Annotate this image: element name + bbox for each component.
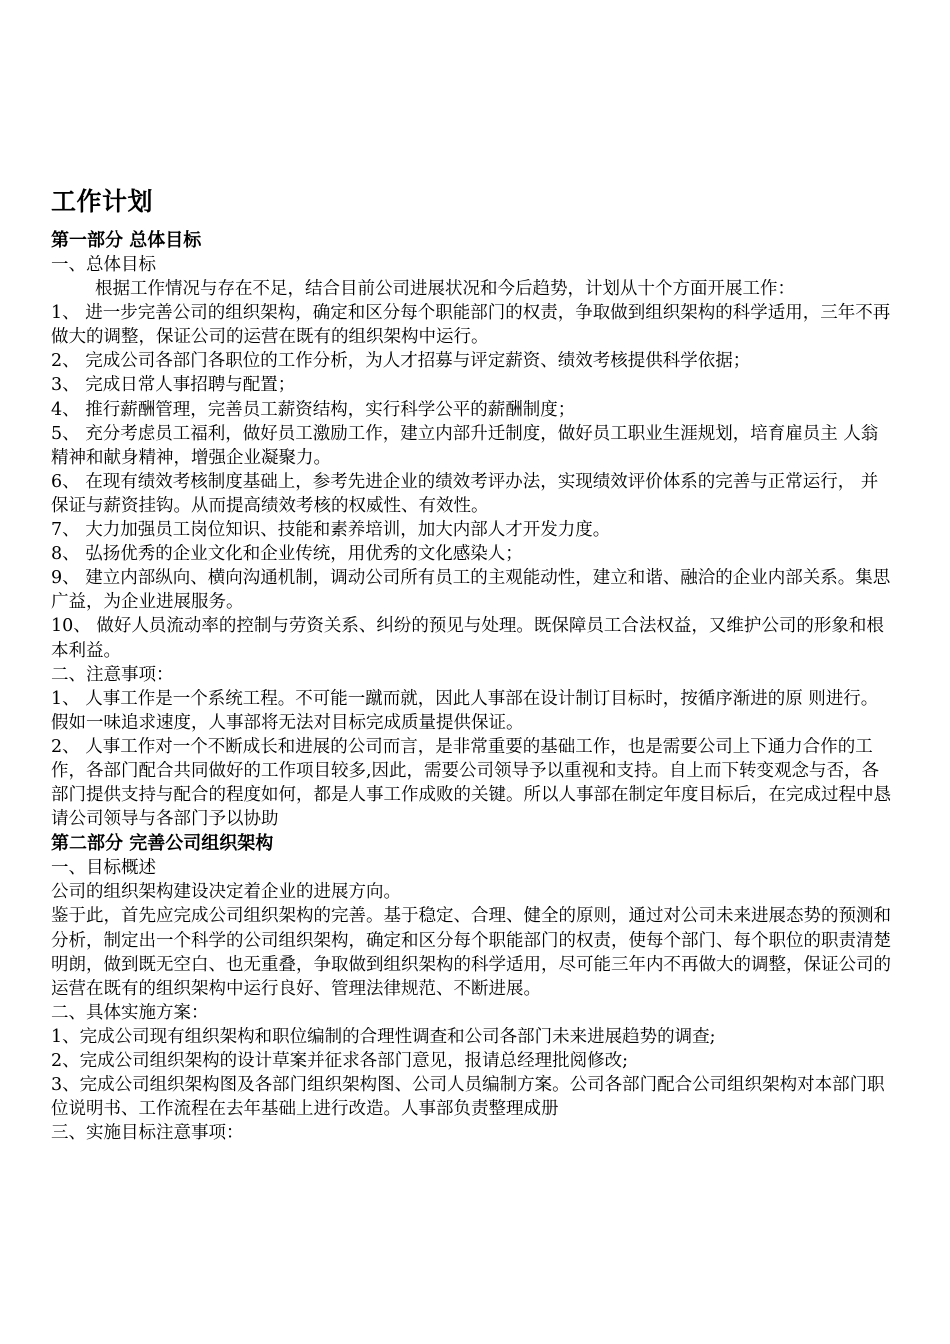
plan-item-3: 3、完成公司组织架构图及各部门组织架构图、公司人员编制方案。公司各部门配合公司组织架构对本部门职位说明书、工作流程在去年基础上进行改造。人事部负责整理成册 (51, 1075, 885, 1120)
part2-subheading-overview: 一、目标概述 (51, 858, 156, 879)
goal-item-3: 3、 完成日常人事招聘与配置； (51, 375, 296, 396)
part2-heading: 第二部分 完善公司组织架构 (51, 833, 274, 855)
goal-item-7: 7、 大力加强员工岗位知识、技能和素养培训，加大内部人才开发力度。 (51, 520, 611, 541)
part1-intro-paragraph: 根据工作情况与存在不足，结合目前公司进展状况和今后趋势，计划从十个方面开展工作： (95, 279, 795, 300)
note-item-2: 2、 人事工作对一个不断成长和进展的公司而言，是非常重要的基础工作，也是需要公司上下通力合作的工作，各部门配合共同做好的工作项目较多,因此，需要公司领导予以重视和支持。自上而下转变观念与否，各部门提供支持与配合的程度如何，都是人事工作成败的关键。所以人事部在制定年度目标后，在完成过程中恳请公司领导与各部门予以协助 (51, 736, 891, 830)
goal-item-9: 9、 建立内部纵向、横向沟通机制，调动公司所有员工的主观能动性，建立和谐、融洽的企业内部关系。集思广益，为企业进展服务。 (51, 568, 891, 613)
goal-item-1: 1、 进一步完善公司的组织架构，确定和区分每个职能部门的权责，争取做到组织架构的科学适用，三年不再做大的调整，保证公司的运营在既有的组织架构中运行。 (51, 303, 891, 348)
part1-heading: 第一部分 总体目标 (51, 230, 202, 251)
goal-item-5: 5、 充分考虑员工福利，做好员工激励工作，建立内部升迁制度，做好员工职业生涯规划，培育雇员主 人翁精神和献身精神，增强企业凝聚力。 (51, 423, 879, 468)
part2-paragraph-1: 公司的组织架构建设决定着企业的进展方向。 (51, 882, 401, 903)
plan-item-2: 2、完成公司组织架构的设计草案并征求各部门意见，报请总经理批阅修改; (51, 1051, 629, 1071)
part1-subheading-goals: 一、总体目标 (51, 255, 156, 275)
part2-subheading-notes: 三、实施目标注意事项： (51, 1123, 244, 1144)
goal-item-10: 10、 做好人员流动率的控制与劳资关系、纠纷的预见与处理。既保障员工合法权益，又维护公司的形象和根本利益。 (51, 616, 884, 661)
part1-subheading-notes: 二、注意事项： (51, 664, 174, 685)
goal-item-4: 4、 推行薪酬管理，完善员工薪资结构，实行科学公平的薪酬制度； (51, 399, 576, 420)
document-page (51, 183, 893, 1145)
note-item-1: 1、 人事工作是一个系统工程。不可能一蹴而就，因此人事部在设计制订目标时，按循序渐进的原 则进行。假如一味追求速度，人事部将无法对目标完成质量提供保证。 (51, 688, 879, 733)
part2-paragraph-2: 鉴于此，首先应完成公司组织架构的完善。基于稳定、合理、健全的原则，通过对公司未来进展态势的预测和分析，制定出一个科学的公司组织架构，确定和区分每个职能部门的权责，使每个部门、每个职位的职责清楚明朗，做到既无空白、也无重叠，争取做到组织架构的科学适用，尽可能三年内不再做大的调整，保证公司的运营在既有的组织架构中运行良好、管理法律规范、不断进展。 (51, 906, 891, 999)
plan-item-1: 1、完成公司现有组织架构和职位编制的合理性调查和公司各部门未来进展趋势的调查; (51, 1026, 716, 1047)
part2-subheading-plan: 二、具体实施方案： (51, 1002, 209, 1023)
document-title: 工作计划 (51, 187, 154, 216)
goal-item-6: 6、 在现有绩效考核制度基础上，参考先进企业的绩效考评办法，实现绩效评价体系的完善与正常运行， 并保证与薪资挂钩。从而提高绩效考核的权威性、有效性。 (51, 471, 879, 516)
goal-item-2: 2、 完成公司各部门各职位的工作分析，为人才招募与评定薪资、绩效考核提供科学依据； (51, 351, 751, 372)
goal-item-8: 8、 弘扬优秀的企业文化和企业传统，用优秀的文化感染人； (51, 544, 523, 565)
